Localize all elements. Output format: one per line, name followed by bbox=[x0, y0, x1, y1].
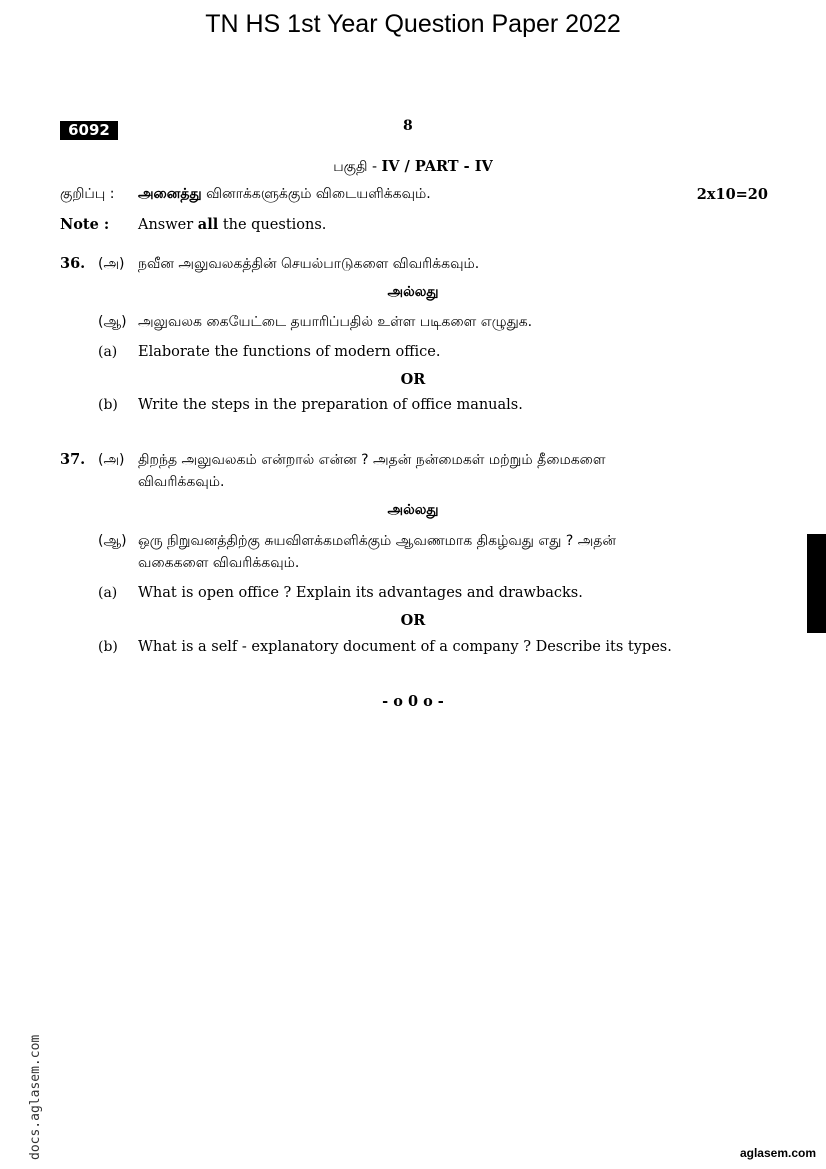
option-label: (a) bbox=[98, 585, 118, 601]
note-label-ta: குறிப்பு : bbox=[60, 186, 115, 202]
question-text-ta: ஒரு நிறுவனத்திற்கு சுயவிளக்கமளிக்கும் ஆவணமாக திகழ்வது எது ? அதன் bbox=[138, 533, 616, 549]
footer-site-link[interactable]: aglasem.com bbox=[739, 1146, 816, 1160]
question-text-en: Write the steps in the preparation of office manuals. bbox=[138, 397, 523, 413]
option-label: (b) bbox=[98, 397, 118, 413]
part-heading-ta: பகுதி - bbox=[333, 159, 382, 175]
side-watermark-url: docs.aglasem.com bbox=[28, 1034, 43, 1160]
option-label: (a) bbox=[98, 344, 118, 360]
question-text-en: Elaborate the functions of modern office. bbox=[138, 344, 441, 360]
end-mark: - o 0 o - bbox=[382, 693, 444, 710]
page-title: TN HS 1st Year Question Paper 2022 bbox=[205, 10, 621, 38]
option-label: (ஆ) bbox=[98, 533, 127, 549]
or-divider-en: OR bbox=[400, 612, 426, 629]
note-pre-en: Answer bbox=[138, 217, 194, 233]
part-heading-en: IV / PART - IV bbox=[381, 158, 493, 175]
page-edge-tab bbox=[807, 534, 826, 633]
question-text-ta: திறந்த அலுவலகம் என்றால் என்ன ? அதன் நன்மைகள் மற்றும் தீமைகளை bbox=[138, 452, 606, 468]
question-text-ta: விவரிக்கவும். bbox=[138, 474, 225, 490]
marks-label: 2x10=20 bbox=[696, 186, 768, 203]
question-text-ta: நவீன அலுவலகத்தின் செயல்பாடுகளை விவரிக்கவும். bbox=[138, 256, 480, 272]
question-number: 37. bbox=[60, 451, 86, 468]
note-bold-ta: அனைத்து bbox=[138, 186, 202, 202]
question-number: 36. bbox=[60, 255, 86, 272]
note-rest-ta: வினாக்களுக்கும் விடையளிக்கவும். bbox=[206, 186, 431, 202]
note-post-en: the questions. bbox=[222, 217, 327, 233]
note-text-ta bbox=[138, 186, 431, 204]
question-text-en: What is open office ? Explain its advantages and drawbacks. bbox=[138, 585, 583, 601]
option-label: (b) bbox=[98, 639, 118, 655]
paper-code-badge: 6092 bbox=[60, 121, 118, 140]
page-number: 8 bbox=[403, 118, 413, 134]
question-text-ta: அலுவலக கையேட்டை தயாரிப்பதில் உள்ள படிகளை எழுதுக. bbox=[138, 314, 533, 330]
option-label: (அ) bbox=[98, 452, 125, 468]
part-heading bbox=[0, 156, 826, 177]
note-text-en bbox=[138, 216, 326, 233]
option-label: (ஆ) bbox=[98, 314, 127, 330]
or-divider-ta: அல்லது bbox=[387, 284, 439, 300]
or-divider-ta: அல்லது bbox=[387, 502, 439, 518]
option-label: (அ) bbox=[98, 256, 125, 272]
note-label-en: Note : bbox=[60, 216, 110, 233]
question-text-ta: வகைகளை விவரிக்கவும். bbox=[138, 555, 300, 571]
question-text-en: What is a self - explanatory document of a company ? Describe its types. bbox=[138, 639, 672, 655]
note-bold-en: all bbox=[197, 216, 219, 233]
or-divider-en: OR bbox=[400, 371, 426, 388]
